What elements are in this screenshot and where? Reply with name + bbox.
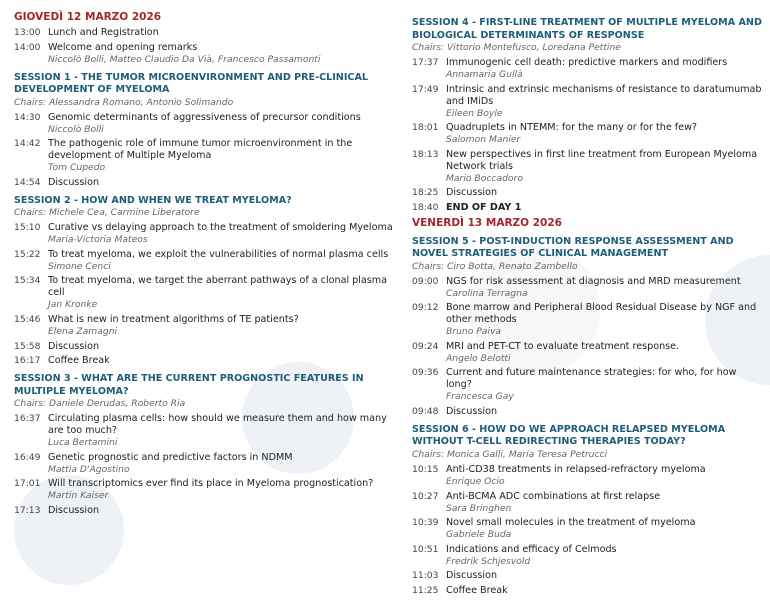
item-body	[48, 42, 394, 66]
item-body	[446, 149, 764, 185]
session-heading: SESSION 4 - FIRST-LINE TREATMENT OF MULTIPLE MYELOMA AND BIOLOGICAL DETERMINANTS OF RESPONSE	[412, 17, 762, 41]
program-item	[412, 187, 764, 199]
item-body	[48, 249, 394, 273]
item-body	[48, 314, 394, 338]
item-title: NGS for risk assessment at diagnosis and MRD measurement	[446, 275, 741, 287]
session-chairs: Chairs: Alessandra Romano, Antonio Solimando	[14, 96, 234, 108]
program-item	[412, 367, 764, 403]
item-title: END OF DAY 1	[446, 201, 522, 213]
program-item	[412, 464, 764, 488]
program-column-right	[412, 11, 764, 600]
program-item	[412, 406, 764, 418]
item-title: Indications and efficacy of Celmods	[446, 543, 617, 555]
program-item	[14, 138, 394, 174]
program-item	[14, 505, 394, 517]
session-heading: SESSION 1 - THE TUMOR MICROENVIRONMENT AND PRE-CLINICAL DEVELOPMENT OF MYELOMA	[14, 71, 368, 96]
item-body	[446, 367, 764, 403]
item-time: 09:36	[412, 367, 439, 379]
item-speaker: Niccolò Bolli	[48, 123, 104, 135]
item-time: 17:37	[412, 57, 439, 68]
item-time: 14:42	[14, 138, 41, 150]
item-body	[48, 505, 394, 517]
program-item	[14, 341, 394, 353]
item-body	[48, 413, 394, 449]
item-speaker: Salomon Manier	[446, 134, 521, 146]
item-time: 10:51	[412, 543, 439, 555]
program-item	[412, 341, 764, 365]
item-time: 10:15	[412, 463, 439, 475]
session-heading: SESSION 5 - POST-INDUCTION RESPONSE ASSESSMENT AND NOVEL STRATEGIES OF CLINICAL MANAGEMENT	[412, 235, 734, 260]
item-title: Genetic prognostic and predictive factors in NDMM	[48, 451, 293, 463]
item-body	[48, 355, 394, 367]
item-time: 09:12	[412, 302, 439, 314]
item-time: 18:40	[412, 201, 439, 213]
item-title: Discussion	[48, 176, 100, 188]
item-title: Lunch and Registration	[48, 27, 159, 38]
item-title: Current and future maintenance strategies: for who, for how long?	[446, 367, 737, 391]
item-time: 18:01	[412, 122, 439, 134]
item-speaker: Mattia D'Agostino	[48, 463, 130, 475]
item-title: Will transcriptomics ever find its place in Myeloma prognostication?	[48, 478, 374, 490]
item-title: To treat myeloma, we exploit the vulnerabilities of normal plasma cells	[48, 248, 389, 260]
item-time: 14:30	[14, 111, 41, 123]
item-time: 13:00	[14, 27, 41, 38]
item-time: 14:54	[14, 176, 41, 188]
item-speaker: Niccolò Bolli, Matteo Claudio Da Vià, Francesco Passamonti	[48, 53, 321, 65]
item-body	[48, 27, 394, 39]
item-body	[446, 57, 764, 81]
item-time: 17:13	[14, 505, 41, 517]
program-item	[14, 27, 394, 39]
program-item	[412, 84, 764, 120]
item-speaker: Annamaria Gullà	[446, 69, 523, 80]
session-heading: SESSION 3 - WHAT ARE THE CURRENT PROGNOSTIC FEATURES IN MULTIPLE MYELOMA?	[14, 373, 364, 397]
day-heading: VENERDÌ 13 MARZO 2026	[412, 216, 562, 229]
item-title: Discussion	[48, 505, 100, 517]
program-item	[412, 122, 764, 146]
program-item	[14, 42, 394, 66]
item-time: 15:34	[14, 275, 41, 287]
item-body	[446, 544, 764, 568]
item-speaker: Francesca Gay	[446, 391, 514, 403]
item-speaker: Mario Boccadoro	[446, 172, 523, 184]
program-item	[14, 222, 394, 246]
program-item	[14, 355, 394, 367]
item-time: 17:49	[412, 83, 439, 95]
item-time: 10:39	[412, 517, 439, 529]
item-title: Anti-BCMA ADC combinations at first relapse	[446, 490, 661, 502]
program-item	[14, 314, 394, 338]
item-body	[446, 570, 764, 582]
item-time: 15:46	[14, 314, 41, 326]
item-body	[48, 478, 394, 502]
session-chairs: Chairs: Ciro Botta, Renato Zambello	[412, 260, 578, 272]
item-title: New perspectives in first line treatment from European Myeloma Network trials	[446, 148, 758, 172]
item-title: Coffee Break	[48, 355, 110, 367]
item-title: Discussion	[446, 405, 498, 417]
item-speaker: Luca Bertamini	[48, 437, 118, 449]
item-title: Anti-CD38 treatments in relapsed-refractory myeloma	[446, 463, 706, 475]
item-body	[48, 275, 394, 311]
item-body	[446, 302, 764, 338]
item-title: Discussion	[48, 340, 100, 352]
item-title: Circulating plasma cells: how should we measure them and how many are too much?	[48, 413, 387, 437]
item-time: 15:10	[14, 222, 41, 234]
item-time: 16:37	[14, 413, 41, 425]
item-time: 18:13	[412, 148, 439, 160]
item-body	[48, 138, 394, 174]
item-body	[48, 177, 394, 189]
item-speaker: Bruno Paiva	[446, 326, 502, 338]
item-body	[446, 517, 764, 541]
program-item	[14, 413, 394, 449]
item-speaker: Carolina Terragna	[446, 287, 528, 299]
item-body	[446, 585, 764, 597]
program-item	[412, 544, 764, 568]
item-speaker: Martin Kaiser	[48, 490, 109, 502]
item-time: 17:01	[14, 478, 41, 490]
item-body	[446, 202, 764, 214]
program-item	[14, 452, 394, 476]
item-title: The pathogenic role of immune tumor microenvironment in the development of Multiple Myeloma	[48, 138, 353, 162]
item-speaker: Simone Cenci	[48, 260, 111, 272]
item-title: Discussion	[446, 570, 498, 582]
item-time: 14:00	[14, 41, 41, 53]
session-chairs: Chairs: Monica Galli, Maria Teresa Petrucci	[412, 448, 608, 460]
item-time: 16:17	[14, 355, 41, 367]
program-item	[412, 202, 764, 214]
item-speaker: Fredrik Schjesvold	[446, 555, 531, 567]
item-body	[48, 222, 394, 246]
day-heading: GIOVEDÌ 12 MARZO 2026	[14, 11, 162, 23]
item-title: MRI and PET-CT to evaluate treatment response.	[446, 340, 680, 352]
item-title: Immunogenic cell death: predictive markers and modifiers	[446, 57, 728, 68]
item-body	[446, 491, 764, 515]
session-chairs: Chairs: Michele Cea, Carmine Liberatore	[14, 207, 200, 219]
item-body	[446, 406, 764, 418]
item-body	[48, 112, 394, 136]
session-chairs: Chairs: Vittorio Montefusco, Loredana Pettine	[412, 42, 621, 53]
item-time: 11:25	[412, 584, 439, 596]
program-item	[14, 177, 394, 189]
program-item	[14, 478, 394, 502]
item-time: 10:27	[412, 490, 439, 502]
program-item	[412, 517, 764, 541]
item-title: Discussion	[446, 187, 498, 199]
item-title: Welcome and opening remarks	[48, 41, 198, 53]
item-body	[446, 276, 764, 300]
item-time: 15:22	[14, 248, 41, 260]
item-time: 18:25	[412, 187, 439, 199]
item-time: 09:24	[412, 340, 439, 352]
item-body	[48, 452, 394, 476]
item-title: Quadruplets in NTEMM: for the many or for the few?	[446, 122, 698, 134]
item-time: 11:03	[412, 570, 439, 582]
program-column-left	[14, 11, 394, 520]
session-heading: SESSION 2 - HOW AND WHEN WE TREAT MYELOMA?	[14, 194, 292, 206]
item-title: Curative vs delaying approach to the treatment of smoldering Myeloma	[48, 222, 393, 234]
item-title: What is new in treatment algorithms of TE patients?	[48, 314, 299, 326]
item-body	[446, 187, 764, 199]
item-body	[446, 122, 764, 146]
item-body	[446, 464, 764, 488]
session-chairs: Chairs: Daniele Derudas, Roberto Ria	[14, 398, 186, 410]
item-title: Coffee Break	[446, 584, 508, 596]
item-title: Bone marrow and Peripheral Blood Residual Disease by NGF and other methods	[446, 302, 757, 326]
item-body	[446, 341, 764, 365]
item-speaker: Sara Bringhen	[446, 502, 512, 514]
program-item	[412, 302, 764, 338]
program-item	[412, 149, 764, 185]
program-item	[412, 585, 764, 597]
item-speaker: Enrique Ocio	[446, 475, 505, 487]
item-title: Genomic determinants of aggressiveness of precursor conditions	[48, 111, 361, 123]
program-item	[412, 491, 764, 515]
item-time: 09:48	[412, 405, 439, 417]
program-item	[412, 57, 764, 81]
item-title: Novel small molecules in the treatment of myeloma	[446, 517, 696, 529]
item-time: 16:49	[14, 451, 41, 463]
item-speaker: Angelo Belotti	[446, 352, 511, 364]
item-speaker: Gabriele Buda	[446, 529, 512, 541]
item-speaker: Tom Cupedo	[48, 162, 106, 174]
item-body	[48, 341, 394, 353]
item-time: 15:58	[14, 340, 41, 352]
program-item	[14, 112, 394, 136]
item-speaker: Maria-Victoria Mateos	[48, 234, 148, 246]
program-item	[412, 276, 764, 300]
session-heading: SESSION 6 - HOW DO WE APPROACH RELAPSED MYELOMA WITHOUT T-CELL REDIRECTING THERAPIES TODAY?	[412, 423, 726, 448]
item-speaker: Eileen Boyle	[446, 107, 503, 119]
item-title: Intrinsic and extrinsic mechanisms of resistance to daratumumab and IMiDs	[446, 83, 762, 107]
item-speaker: Jan Kronke	[48, 299, 98, 311]
program-item	[14, 275, 394, 311]
item-body	[446, 84, 764, 120]
program-item	[14, 249, 394, 273]
program-item	[412, 570, 764, 582]
item-speaker: Elena Zamagni	[48, 326, 118, 338]
item-time: 09:00	[412, 275, 439, 287]
item-title: To treat myeloma, we target the aberrant pathways of a clonal plasma cell	[48, 275, 388, 299]
